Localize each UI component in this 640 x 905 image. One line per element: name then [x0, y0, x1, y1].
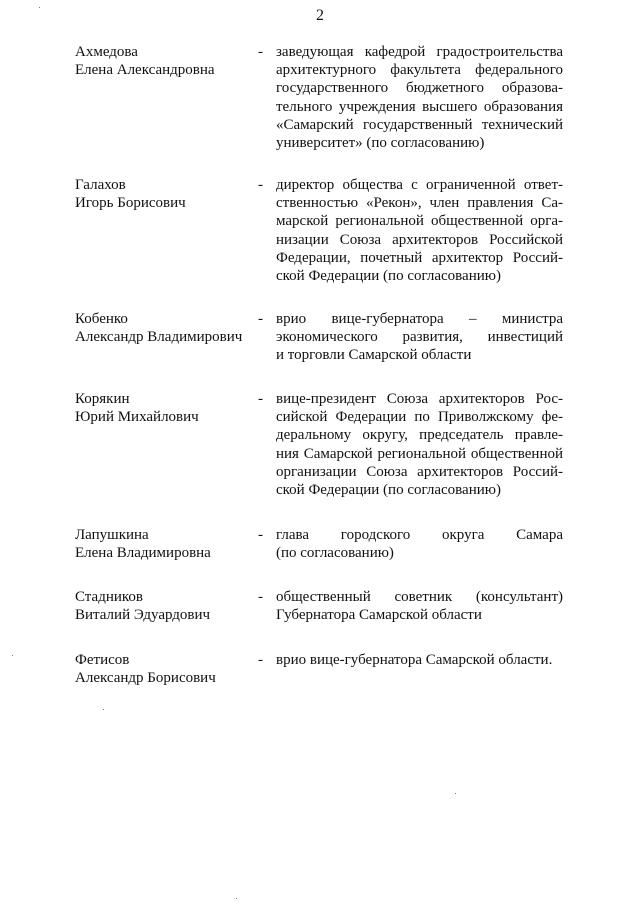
member-surname: Фетисов	[75, 652, 130, 668]
description-line: марской региональной общественной орга-	[276, 213, 563, 230]
member-description	[276, 176, 563, 285]
member-dash: -	[258, 44, 263, 60]
member-dash: -	[258, 311, 263, 327]
member-dash: -	[258, 177, 263, 193]
scan-speck	[103, 709, 104, 710]
member-surname: Стадников	[75, 589, 143, 605]
member-name	[75, 588, 255, 624]
description-line: ния Самарской региональной общественной	[276, 445, 563, 462]
description-line: (по согласованию)	[276, 545, 394, 562]
description-line: ственностью «Рекон», член правления Са-	[276, 195, 563, 212]
member-given-name: Елена Александровна	[75, 62, 215, 78]
member-description	[276, 651, 563, 669]
member-given-name: Александр Борисович	[75, 670, 216, 686]
description-line: врио вице-губернатора Самарской области.	[276, 652, 553, 668]
member-description	[276, 310, 563, 365]
member-given-name: Виталий Эдуардович	[75, 607, 211, 623]
member-given-name: Игорь Борисович	[75, 195, 186, 211]
description-line: низации Союза архитекторов Российской	[276, 231, 563, 248]
description-line: деральному округу, председатель правле-	[276, 427, 563, 444]
description-line: «Самарский государственный технический	[276, 116, 563, 133]
description-line: Федерации, почетный архитектор Россий-	[276, 249, 563, 266]
member-dash: -	[258, 589, 263, 605]
description-line: заведующая кафедрой градостроительства	[276, 44, 563, 60]
description-line: глава городского округа Самара	[276, 527, 563, 543]
member-given-name: Елена Владимировна	[75, 545, 211, 561]
member-surname: Кобенко	[75, 311, 128, 327]
description-line: организации Союза архитекторов Россий-	[276, 463, 563, 480]
scan-speck	[12, 655, 13, 656]
description-line: врио вице-губернатора – министра	[276, 311, 563, 327]
member-name	[75, 310, 255, 346]
member-surname: Корякин	[75, 391, 130, 407]
description-line: архитектурного факультета федерального	[276, 62, 563, 79]
member-given-name: Александр Владимирович	[75, 329, 243, 345]
member-name	[75, 176, 255, 212]
member-given-name: Юрий Михайлович	[75, 409, 199, 425]
description-line: сийской Федерации по Приволжскому фе-	[276, 409, 563, 426]
description-line: тельного учреждения высшего образования	[276, 98, 563, 115]
description-line: университет» (по согласованию)	[276, 135, 485, 152]
member-name	[75, 651, 255, 687]
member-surname: Ахмедова	[75, 44, 138, 60]
member-name	[75, 43, 255, 79]
member-surname: Лапушкина	[75, 527, 149, 543]
member-description	[276, 526, 563, 562]
member-name	[75, 390, 255, 426]
description-line: и торговли Самарской области	[276, 347, 472, 364]
member-dash: -	[258, 391, 263, 407]
description-line: ской Федерации (по согласованию)	[276, 268, 501, 285]
description-line: общественный советник (консультант)	[276, 589, 563, 605]
description-line: экономического развития, инвестиций	[276, 329, 563, 346]
description-line: вице-президент Союза архитекторов Рос-	[276, 391, 563, 407]
member-description	[276, 390, 563, 499]
scan-speck	[39, 7, 40, 8]
description-line: Губернатора Самарской области	[276, 607, 482, 624]
member-description	[276, 588, 563, 624]
member-name	[75, 526, 255, 562]
description-line: государственного бюджетного образова-	[276, 80, 563, 97]
member-dash: -	[258, 652, 263, 668]
description-line: директор общества с ограниченной ответ-	[276, 177, 563, 193]
scan-speck	[236, 898, 237, 899]
member-surname: Галахов	[75, 177, 126, 193]
description-line: ской Федерации (по согласованию)	[276, 482, 501, 499]
member-dash: -	[258, 527, 263, 543]
member-description	[276, 43, 563, 152]
scan-speck	[455, 793, 456, 794]
page-number: 2	[316, 7, 324, 24]
